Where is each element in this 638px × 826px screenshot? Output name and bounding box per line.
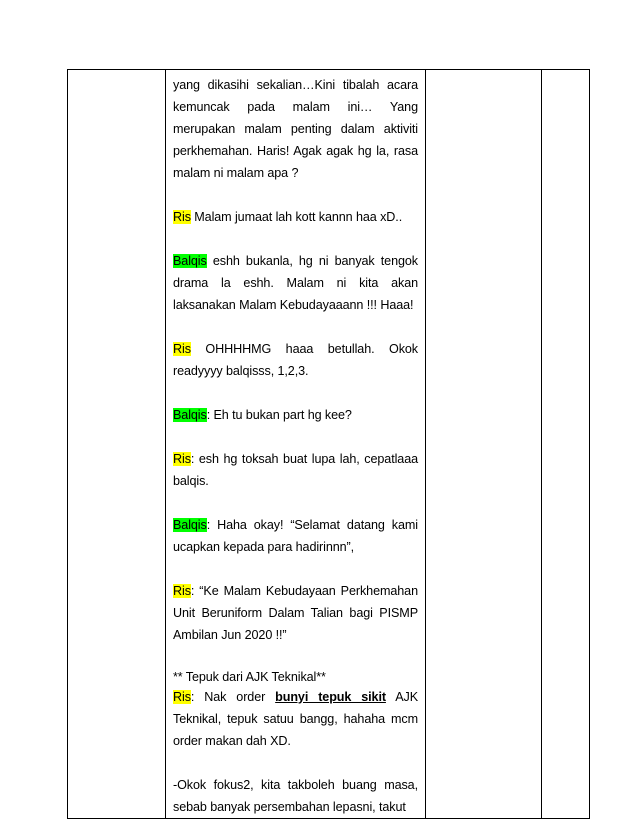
dialogue-text: AJK Teknikal, tepuk satuu bangg, hahaha mcm order makan dah XD.: [173, 690, 418, 748]
speaker-label-balqis: Balqis: [173, 408, 207, 422]
script-table: [67, 69, 590, 819]
dialogue-text: : esh hg toksah buat lupa lah, cepatlaaa balqis.: [173, 452, 418, 488]
emphasis-text: bunyi tepuk sikit: [275, 690, 386, 704]
speaker-label-balqis: Balqis: [173, 518, 207, 532]
dialogue-line: [173, 338, 418, 382]
dialogue-line: [173, 514, 418, 558]
dialogue-line: [173, 250, 418, 316]
speaker-label-ris: Ris: [173, 452, 191, 466]
closing-paragraph: -Okok fokus2, kita takboleh buang masa, sebab banyak persembahan lepasni, takut: [173, 778, 418, 814]
table-cell-script: [166, 70, 426, 819]
dialogue-text: : Eh tu bukan part hg kee?: [206, 408, 352, 422]
table-row: [68, 70, 590, 819]
dialogue-line: [173, 686, 418, 752]
speaker-label-balqis: Balqis: [173, 254, 207, 268]
dialogue-line: [173, 580, 418, 646]
speaker-label-ris: Ris: [173, 584, 191, 598]
speaker-label-ris: Ris: [173, 342, 191, 356]
dialogue-text: : Haha okay! “Selamat datang kami ucapkan kepada para hadirinnn”,: [173, 518, 418, 554]
dialogue-line: [173, 206, 418, 228]
dialogue-text: eshh bukanla, hg ni banyak tengok drama la eshh. Malam ni kita akan laksanakan Malam Kebudayaaann !!! Haaa!: [173, 254, 418, 312]
dialogue-text: Malam jumaat lah kott kannn haa xD..: [190, 210, 403, 224]
speaker-label-ris: Ris: [173, 210, 191, 224]
dialogue-line: [173, 448, 418, 492]
speaker-label-ris: Ris: [173, 690, 191, 704]
dialogue-text: OHHHHMG haaa betullah. Okok readyyyy balqisss, 1,2,3.: [173, 342, 418, 378]
intro-paragraph: yang dikasihi sekalian…Kini tibalah acara kemuncak pada malam ini… Yang merupakan malam penting dalam aktiviti perkhemahan. Haris! Agak agak hg la, rasa malam ni malam apa ?: [173, 78, 418, 180]
table-cell-blank-notes: [426, 70, 542, 819]
dialogue-line: [173, 404, 418, 426]
dialogue-text: : “Ke Malam Kebudayaan Perkhemahan Unit Beruniform Dalam Talian bagi PISMP Ambilan Jun 2020 !!”: [173, 584, 418, 642]
stage-direction: ** Tepuk dari AJK Teknikal**: [173, 670, 326, 684]
table-cell-blank-right: [542, 70, 590, 819]
dialogue-text: : Nak order: [190, 690, 276, 704]
table-cell-blank-left: [68, 70, 166, 819]
